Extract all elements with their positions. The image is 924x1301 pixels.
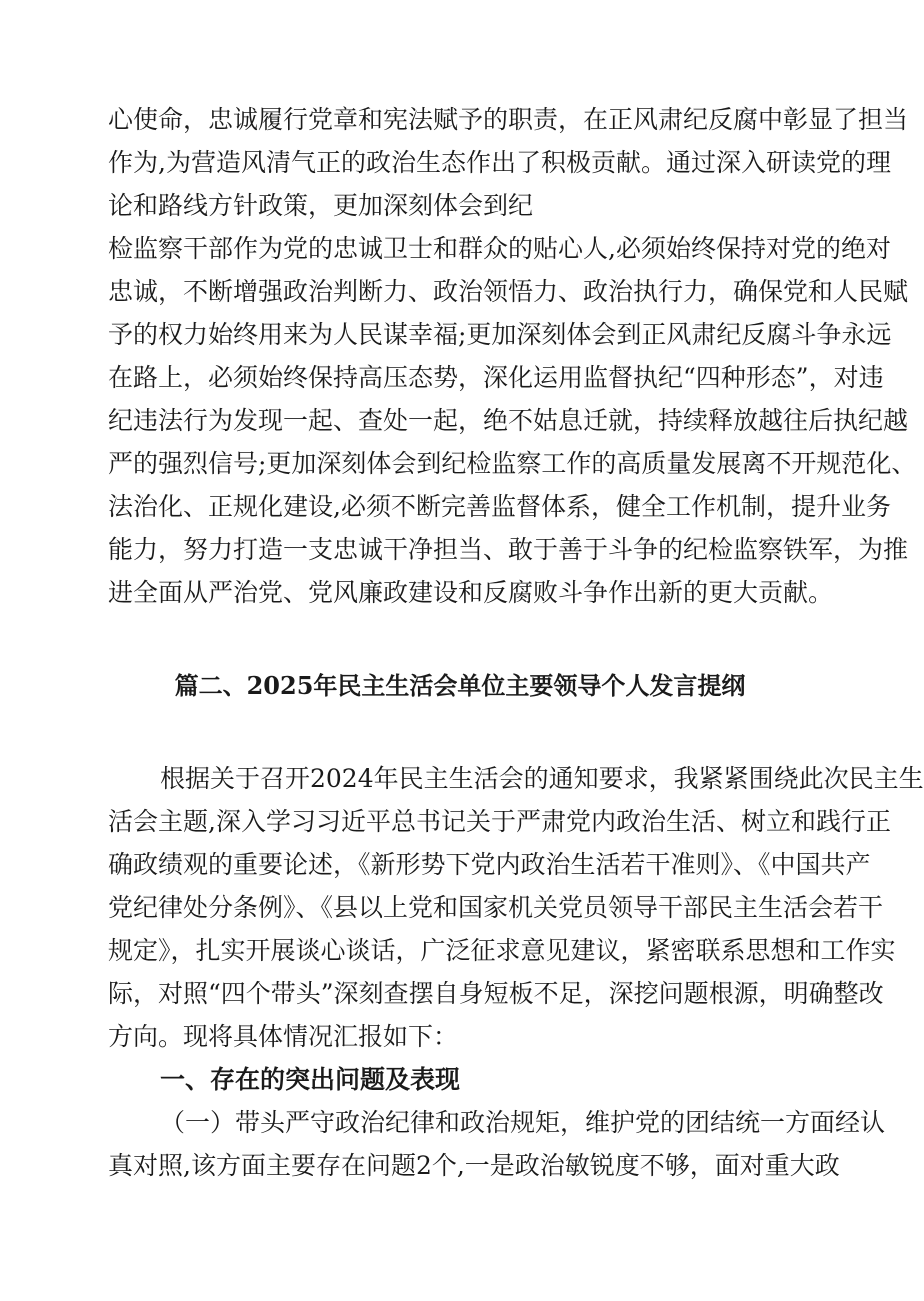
paragraph-line: 作为,为营造风清气正的政治生态作出了积极贡献。通过深入研读党的理: [108, 148, 891, 177]
paragraph-line: 党纪律处分条例》、《县以上党和国家机关党员领导干部民主生活会若干: [108, 893, 884, 922]
paragraph-line: 严的强烈信号;更加深刻体会到纪检监察工作的高质量发展离不开规范化、: [108, 449, 917, 478]
paragraph-line: 忠诚，不断增强政治判断力、政治领悟力、政治执行力，确保党和人民赋: [108, 277, 909, 306]
paragraph-line: 确政绩观的重要论述，《新形势下党内政治生活若干准则》、《中国共产: [108, 850, 871, 879]
paragraph-line: 活会主题,深入学习习近平总书记关于严肃党内政治生活、树立和践行正: [108, 807, 891, 836]
paragraph-line: 根据关于召开2024年民主生活会的通知要求，我紧紧围绕此次民主生: [160, 764, 924, 793]
paragraph-line: 法治化、正规化建设,必须不断完善监督体系，健全工作机制，提升业务: [108, 492, 891, 521]
paragraph-line: 心使命，忠诚履行党章和宪法赋予的职责，在正风肃纪反腐中彰显了担当: [108, 105, 909, 134]
paragraph-line: 际，对照“四个带头”深刻查摆自身短板不足，深挖问题根源，明确整改: [108, 979, 884, 1008]
paragraph-line: 规定》，扎实开展谈心谈话，广泛征求意见建议，紧密联系思想和工作实: [108, 936, 896, 965]
paragraph-line: 进全面从严治党、党风廉政建设和反腐败斗争作出新的更大贡献。: [108, 578, 834, 607]
section-heading: 一、存在的突出问题及表现: [160, 1065, 461, 1094]
paragraph-line: 予的权力始终用来为人民谋幸福;更加深刻体会到正风肃纪反腐斗争永远: [108, 320, 892, 349]
paragraph-line: 在路上，必须始终保持高压态势，深化运用监督执纪“四种形态”，对违: [108, 363, 884, 392]
paragraph-line: 方向。现将具体情况汇报如下：: [108, 1022, 459, 1051]
paragraph-line: 检监察干部作为党的忠诚卫士和群众的贴心人,必须始终保持对党的绝对: [108, 234, 891, 263]
article-title: 篇二、2025年民主生活会单位主要领导个人发言提纲: [174, 671, 746, 700]
paragraph-line: 论和路线方针政策，更加深刻体会到纪: [108, 191, 534, 220]
paragraph-line: 真对照,该方面主要存在问题2个,一是政治敏锐度不够，面对重大政: [108, 1151, 840, 1180]
paragraph-line: 纪违法行为发现一起、查处一起，绝不姑息迁就，持续释放越往后执纪越: [108, 406, 909, 435]
paragraph-line: （一）带头严守政治纪律和政治规矩，维护党的团结统一方面经认: [160, 1108, 886, 1137]
paragraph-line: 能力，努力打造一支忠诚干净担当、敢于善于斗争的纪检监察铁军，为推: [108, 535, 909, 564]
